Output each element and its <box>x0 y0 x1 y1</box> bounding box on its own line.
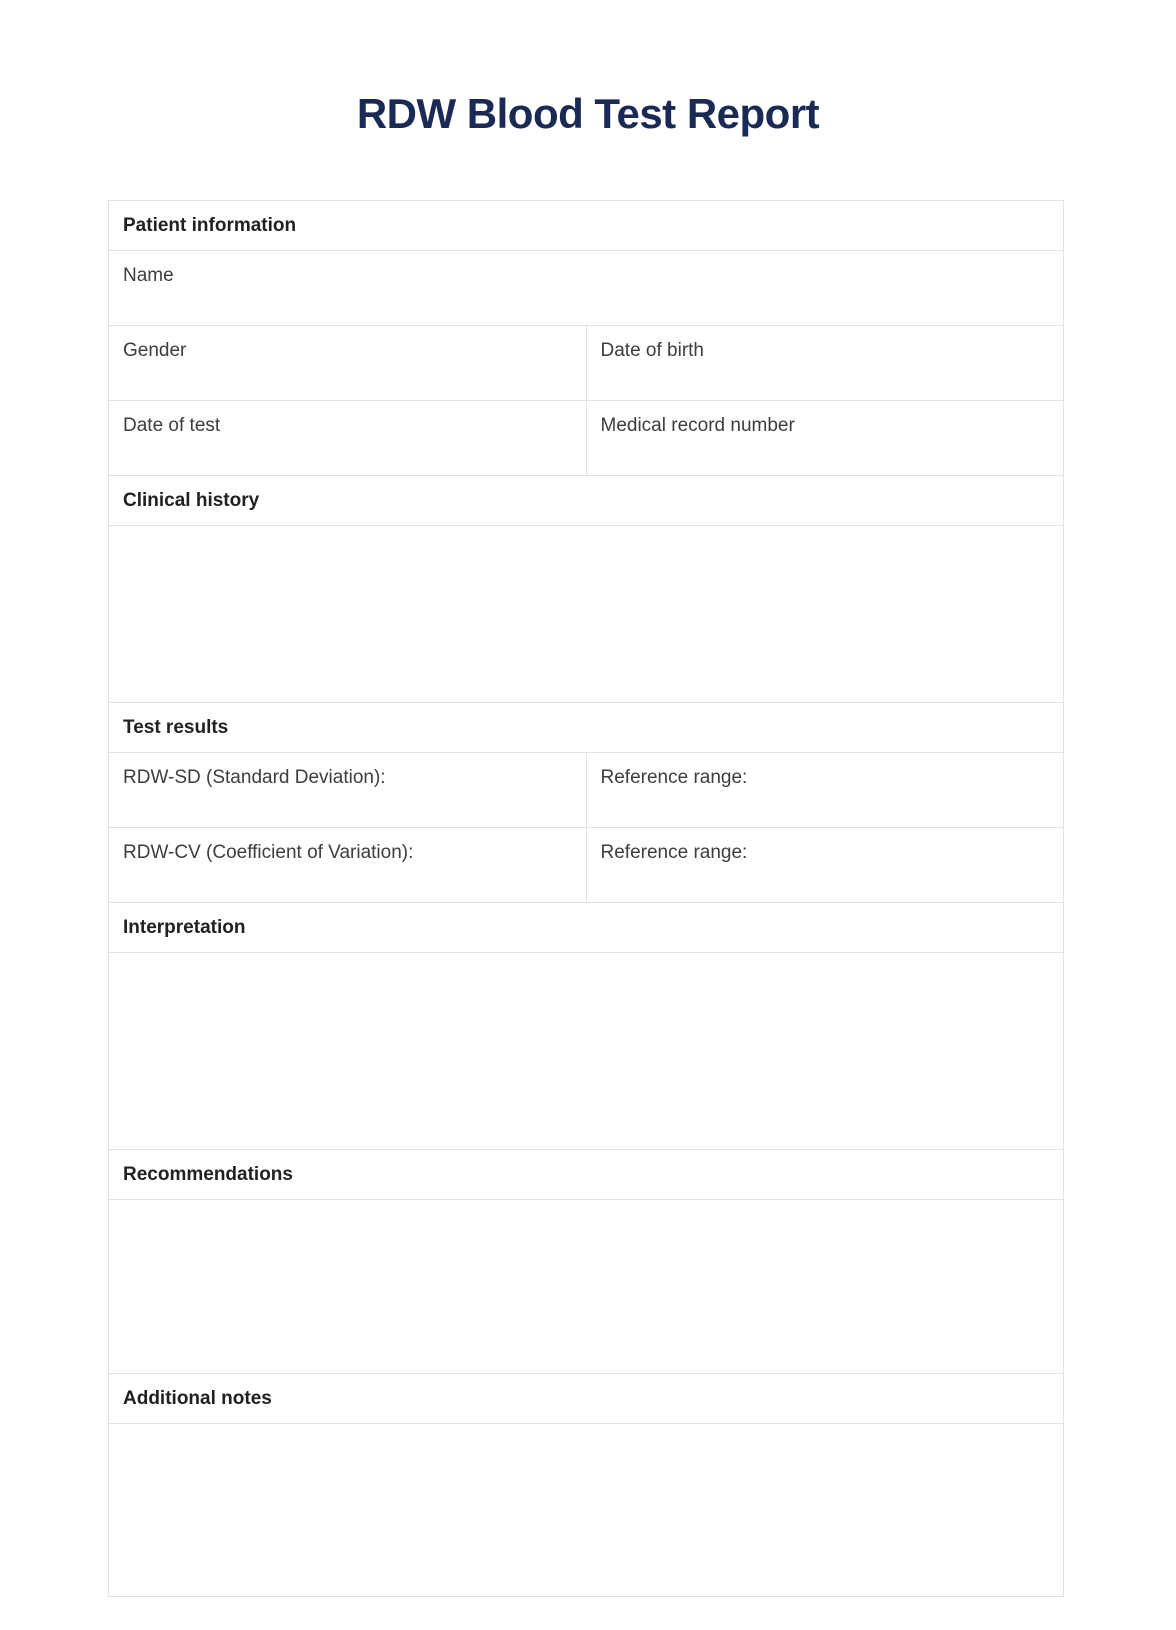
interpretation-header: Interpretation <box>109 903 1064 953</box>
table-row <box>109 753 1064 828</box>
section-header-row-test-results <box>109 703 1064 753</box>
date-of-birth-field-label: Date of birth <box>600 340 704 361</box>
date-of-birth-field[interactable] <box>586 326 1064 401</box>
table-row <box>109 828 1064 903</box>
table-row <box>109 326 1064 401</box>
rdw-sd-field-label: RDW-SD (Standard Deviation): <box>123 767 386 788</box>
date-of-test-field[interactable] <box>109 401 587 476</box>
clinical-history-input-area[interactable] <box>109 526 1064 703</box>
name-field-label: Name <box>123 265 174 286</box>
table-row <box>109 526 1064 703</box>
name-field[interactable] <box>109 251 1064 326</box>
recommendations-header: Recommendations <box>109 1150 1064 1200</box>
medical-record-number-field[interactable] <box>586 401 1064 476</box>
rdw-cv-field[interactable] <box>109 828 587 903</box>
gender-field-label: Gender <box>123 340 187 361</box>
section-header-row-interpretation <box>109 903 1064 953</box>
table-row <box>109 953 1064 1150</box>
rdw-cv-reference-range-label: Reference range: <box>600 842 748 863</box>
table-row <box>109 1424 1064 1597</box>
report-form-table <box>108 200 1064 1597</box>
rdw-sd-reference-range-label: Reference range: <box>600 767 748 788</box>
gender-field[interactable] <box>109 326 587 401</box>
interpretation-input-area[interactable] <box>109 953 1064 1150</box>
table-row <box>109 1200 1064 1374</box>
medical-record-number-field-label: Medical record number <box>600 415 795 436</box>
test-results-header: Test results <box>109 703 1064 753</box>
patient-information-header: Patient information <box>109 201 1064 251</box>
additional-notes-input-area[interactable] <box>109 1424 1064 1597</box>
table-row <box>109 251 1064 326</box>
rdw-cv-field-label: RDW-CV (Coefficient of Variation): <box>123 842 414 863</box>
section-header-row-clinical-history <box>109 476 1064 526</box>
rdw-sd-field[interactable] <box>109 753 587 828</box>
date-of-test-field-label: Date of test <box>123 415 221 436</box>
recommendations-input-area[interactable] <box>109 1200 1064 1374</box>
rdw-sd-reference-range-field[interactable] <box>586 753 1064 828</box>
clinical-history-header: Clinical history <box>109 476 1064 526</box>
table-row <box>109 401 1064 476</box>
section-header-row-recommendations <box>109 1150 1064 1200</box>
section-header-row-patient-information <box>109 201 1064 251</box>
page-title: RDW Blood Test Report <box>356 90 820 137</box>
section-header-row-additional-notes <box>109 1374 1064 1424</box>
additional-notes-header: Additional notes <box>109 1374 1064 1424</box>
rdw-cv-reference-range-field[interactable] <box>586 828 1064 903</box>
